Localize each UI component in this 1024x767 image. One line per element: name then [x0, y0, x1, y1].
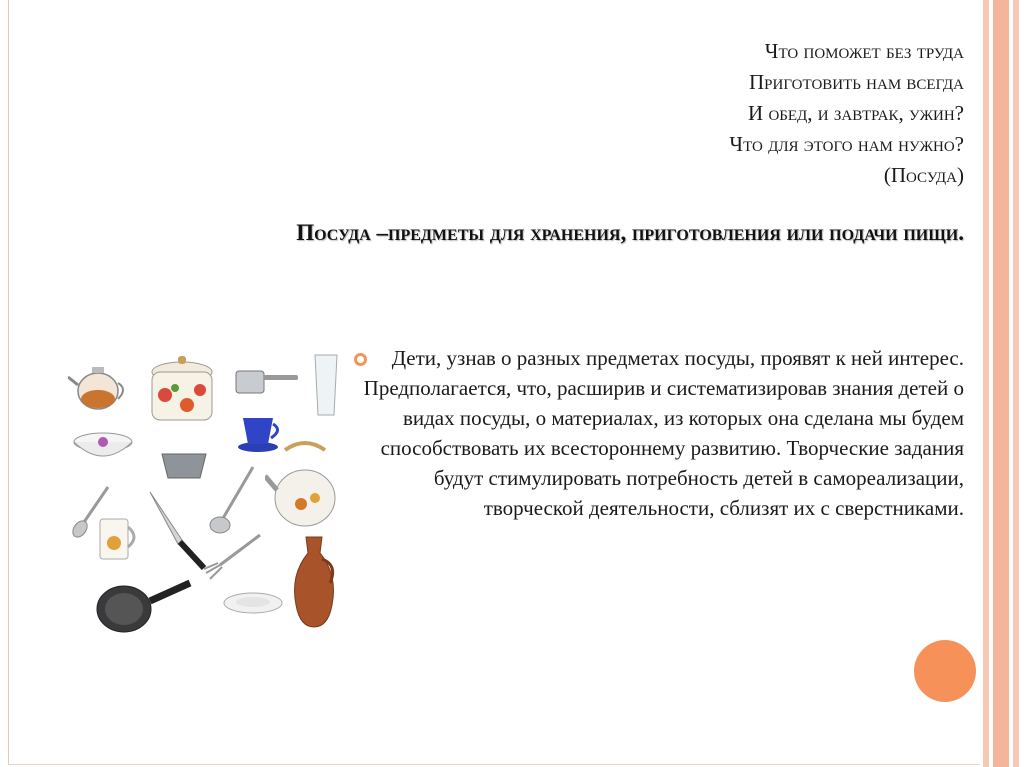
saucepan-icon [232, 365, 302, 400]
steel-bowl-icon [160, 450, 208, 482]
decorative-circle [914, 640, 976, 702]
poem-line: Приготовить нам всегда [749, 70, 964, 94]
enamel-pot-icon [145, 350, 220, 430]
kettle-icon [265, 440, 345, 530]
poem-line: Что поможет без труда [764, 39, 964, 63]
ladle-icon [208, 465, 258, 535]
frying-pan-icon [94, 577, 194, 637]
definition-heading: Посуда –предметы для хранения, приготовления или подачи пищи. [296, 220, 964, 245]
clay-jug-icon [288, 535, 340, 630]
poem-line: Что для этого нам нужно? [729, 132, 964, 156]
fork-icon [202, 533, 262, 583]
riddle-poem [404, 36, 964, 191]
poem-answer: (Посуда) [883, 163, 964, 187]
plate-icon [222, 590, 284, 616]
mug-icon [96, 515, 141, 565]
decorative-stripes [980, 0, 1024, 767]
glass-icon [312, 353, 340, 418]
bowl-icon [72, 430, 134, 465]
glass-teapot-icon [68, 355, 128, 415]
knife-icon [148, 490, 208, 570]
bullet-text: Дети, узнав о разных предметах посуды, проявят к ней интерес. Предполагается, что, расширив и систематизировав знания детей о видах посуды, о материалах, из которых она сделана мы будем способствовать их всестороннему развитию. Творческие задания будут стимулировать потребность детей в самореализации, творческой деятельности, сблизят их с сверстниками. [363, 346, 964, 520]
dishware-illustration [60, 345, 350, 645]
poem-line: И обед, и завтрак, ужин? [748, 101, 964, 125]
